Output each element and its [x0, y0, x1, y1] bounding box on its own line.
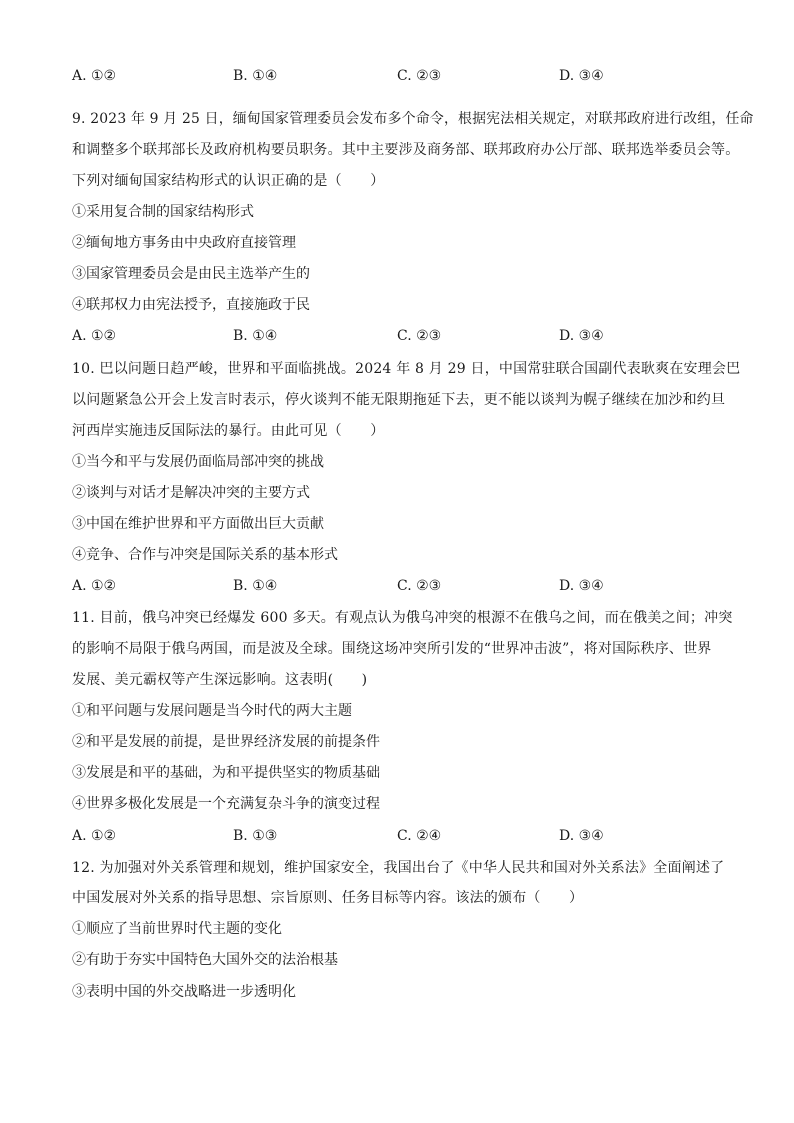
option-d: D. ③④ [559, 328, 604, 344]
question-stem-line: 以问题紧急公开会上发言时表示，停火谈判不能无限期拖延下去，更不能以谈判为幌子继续在加沙和约旦 [72, 392, 726, 408]
option-d: D. ③④ [559, 68, 604, 84]
option-c: C. ②③ [397, 68, 442, 84]
question-stem-line: 10. 巴以问题日趋严峻，世界和平面临挑战。2024 年 8 月 29 日，中国常驻联合国副代表耿爽在安理会巴 [72, 361, 741, 377]
statement-item: ②谈判与对话才是解决冲突的主要方式 [72, 485, 310, 501]
question-stem-line: 河西岸实施违反国际法的暴行。由此可见（ ） [72, 423, 385, 439]
statement-item: ④联邦权力由宪法授予，直接施政于民 [72, 297, 310, 313]
option-a: A. ①② [72, 828, 117, 844]
statement-item: ①顺应了当前世界时代主题的变化 [72, 921, 282, 937]
statement-item: ②有助于夯实中国特色大国外交的法治根基 [72, 952, 338, 968]
option-c: C. ②③ [397, 328, 442, 344]
statement-item: ③国家管理委员会是由民主选举产生的 [72, 266, 310, 282]
option-b: B. ①④ [233, 578, 278, 594]
statement-item: ①和平问题与发展问题是当今时代的两大主题 [72, 703, 352, 719]
statement-item: ③中国在维护世界和平方面做出巨大贡献 [72, 516, 324, 532]
option-d: D. ③④ [559, 828, 604, 844]
question-stem-line: 下列对缅甸国家结构形式的认识正确的是（ ） [72, 173, 385, 189]
option-c: C. ②③ [397, 578, 442, 594]
question-options [72, 326, 732, 346]
question-stem-line: 和调整多个联邦部长及政府机构要员职务。其中主要涉及商务部、联邦政府办公厅部、联邦选举委员会等。 [72, 142, 740, 158]
question-stem-line: 11. 目前，俄乌冲突已经爆发 600 多天。有观点认为俄乌冲突的根源不在俄乌之间，而在俄美之间；冲突 [72, 610, 733, 626]
question-stem-line: 中国发展对外关系的指导思想、宗旨原则、任务目标等内容。该法的颁布（ ） [72, 890, 584, 906]
question-stem-line: 的影响不局限于俄乌两国，而是波及全球。围绕这场冲突所引发的“世界冲击波”，将对国际秩序、世界 [72, 641, 712, 657]
statement-item: ③发展是和平的基础，为和平提供坚实的物质基础 [72, 765, 380, 781]
option-b: B. ①④ [233, 328, 278, 344]
option-b: B. ①③ [233, 828, 278, 844]
statement-item: ④竞争、合作与冲突是国际关系的基本形式 [72, 547, 338, 563]
statement-item: ①采用复合制的国家结构形式 [72, 204, 254, 220]
option-b: B. ①④ [233, 68, 278, 84]
statement-item: ②缅甸地方事务由中央政府直接管理 [72, 235, 296, 251]
option-c: C. ②④ [397, 828, 442, 844]
statement-item: ②和平是发展的前提，是世界经济发展的前提条件 [72, 734, 380, 750]
question-options [72, 576, 732, 596]
option-a: A. ①② [72, 578, 117, 594]
statement-item: ①当今和平与发展仍面临局部冲突的挑战 [72, 454, 324, 470]
option-a: A. ①② [72, 68, 117, 84]
question-stem-line: 9. 2023 年 9 月 25 日，缅甸国家管理委员会发布多个命令，根据宪法相关规定，对联邦政府进行改组，任命 [72, 111, 754, 127]
question-options [72, 826, 732, 846]
question-stem-line: 发展、美元霸权等产生深远影响。这表明( ) [72, 672, 368, 688]
statement-item: ③表明中国的外交战略进一步透明化 [72, 984, 296, 1000]
statement-item: ④世界多极化发展是一个充满复杂斗争的演变过程 [72, 796, 380, 812]
option-a: A. ①② [72, 328, 117, 344]
question-stem-line: 12. 为加强对外关系管理和规划，维护国家安全，我国出台了《中华人民共和国对外关系法》全面阐述了 [72, 860, 725, 876]
q8-options [72, 66, 732, 86]
option-d: D. ③④ [559, 578, 604, 594]
